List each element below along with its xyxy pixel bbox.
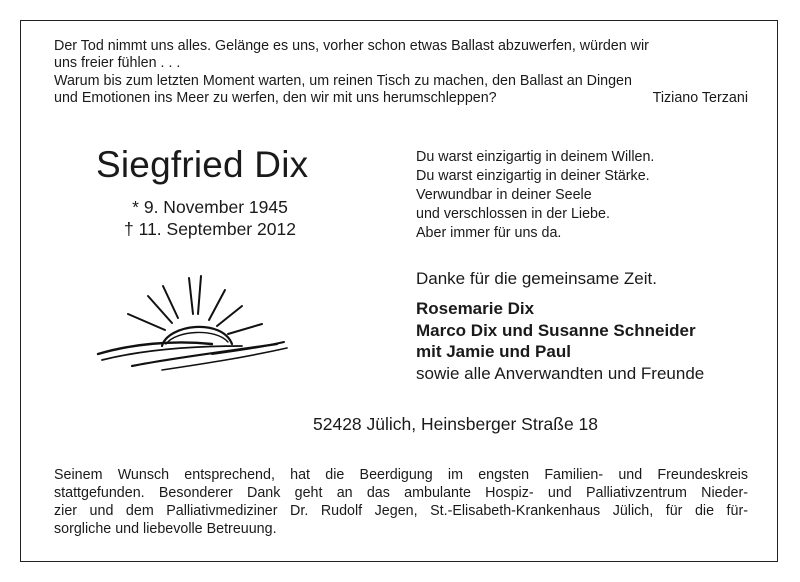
address: 52428 Jülich, Heinsberger Straße 18 xyxy=(313,414,599,434)
note-line: zier und dem Palliativmediziner Dr. Rudolf Jegen, St.-Elisabeth-Krankenhaus Jülich, für die für- xyxy=(54,503,748,519)
birth-date: * 9. November 1945 xyxy=(132,197,288,217)
death-date: † 11. September 2012 xyxy=(124,219,296,239)
mourners xyxy=(416,298,704,384)
mourner-others: sowie alle Anverwandten und Freunde xyxy=(416,363,705,383)
note-line: Seinem Wunsch entsprechend, hat die Beerdigung im engsten Familien- und Freundeskreis xyxy=(54,467,748,483)
terzani-quote xyxy=(54,38,748,108)
quote-line: Warum bis zum letzten Moment warten, um reinen Tisch zu machen, den Ballast an Dingen xyxy=(54,72,632,89)
poem-line: Du warst einzigartig in deiner Stärke. xyxy=(416,168,650,184)
quote-line: uns freier fühlen . . . xyxy=(54,55,181,72)
quote-line: Der Tod nimmt uns alles. Gelänge es uns, vorher schon etwas Ballast abzuwerfen, würden wir xyxy=(54,38,649,54)
mourner-name: mit Jamie und Paul xyxy=(416,342,571,361)
quote-line: und Emotionen ins Meer zu werfen, den wir mit uns herumschleppen? xyxy=(54,90,497,107)
poem-line: Du warst einzigartig in deinem Willen. xyxy=(416,149,655,165)
poem-line: und verschlossen in der Liebe. xyxy=(416,206,610,222)
note-line: stattgefunden. Besonderer Dank geht an das ambulante Hospiz- und Palliativzentrum Nieder- xyxy=(54,485,748,501)
poem-line: Aber immer für uns da. xyxy=(416,225,562,241)
thanks-line: Danke für die gemeinsame Zeit. xyxy=(416,269,657,288)
poem xyxy=(416,148,654,243)
poem-line: Verwundbar in deiner Seele xyxy=(416,187,592,203)
funeral-note xyxy=(54,466,748,538)
note-line: sorgliche und liebevolle Betreuung. xyxy=(54,521,277,537)
mourner-name: Marco Dix und Susanne Schneider xyxy=(416,320,696,340)
quote-last-line xyxy=(54,90,748,107)
quote-author: Tiziano Terzani xyxy=(652,90,748,107)
mourner-name: Rosemarie Dix xyxy=(416,299,535,318)
life-dates xyxy=(110,196,310,240)
deceased-name: Siegfried Dix xyxy=(96,144,309,185)
setting-sun-icon xyxy=(92,274,292,374)
